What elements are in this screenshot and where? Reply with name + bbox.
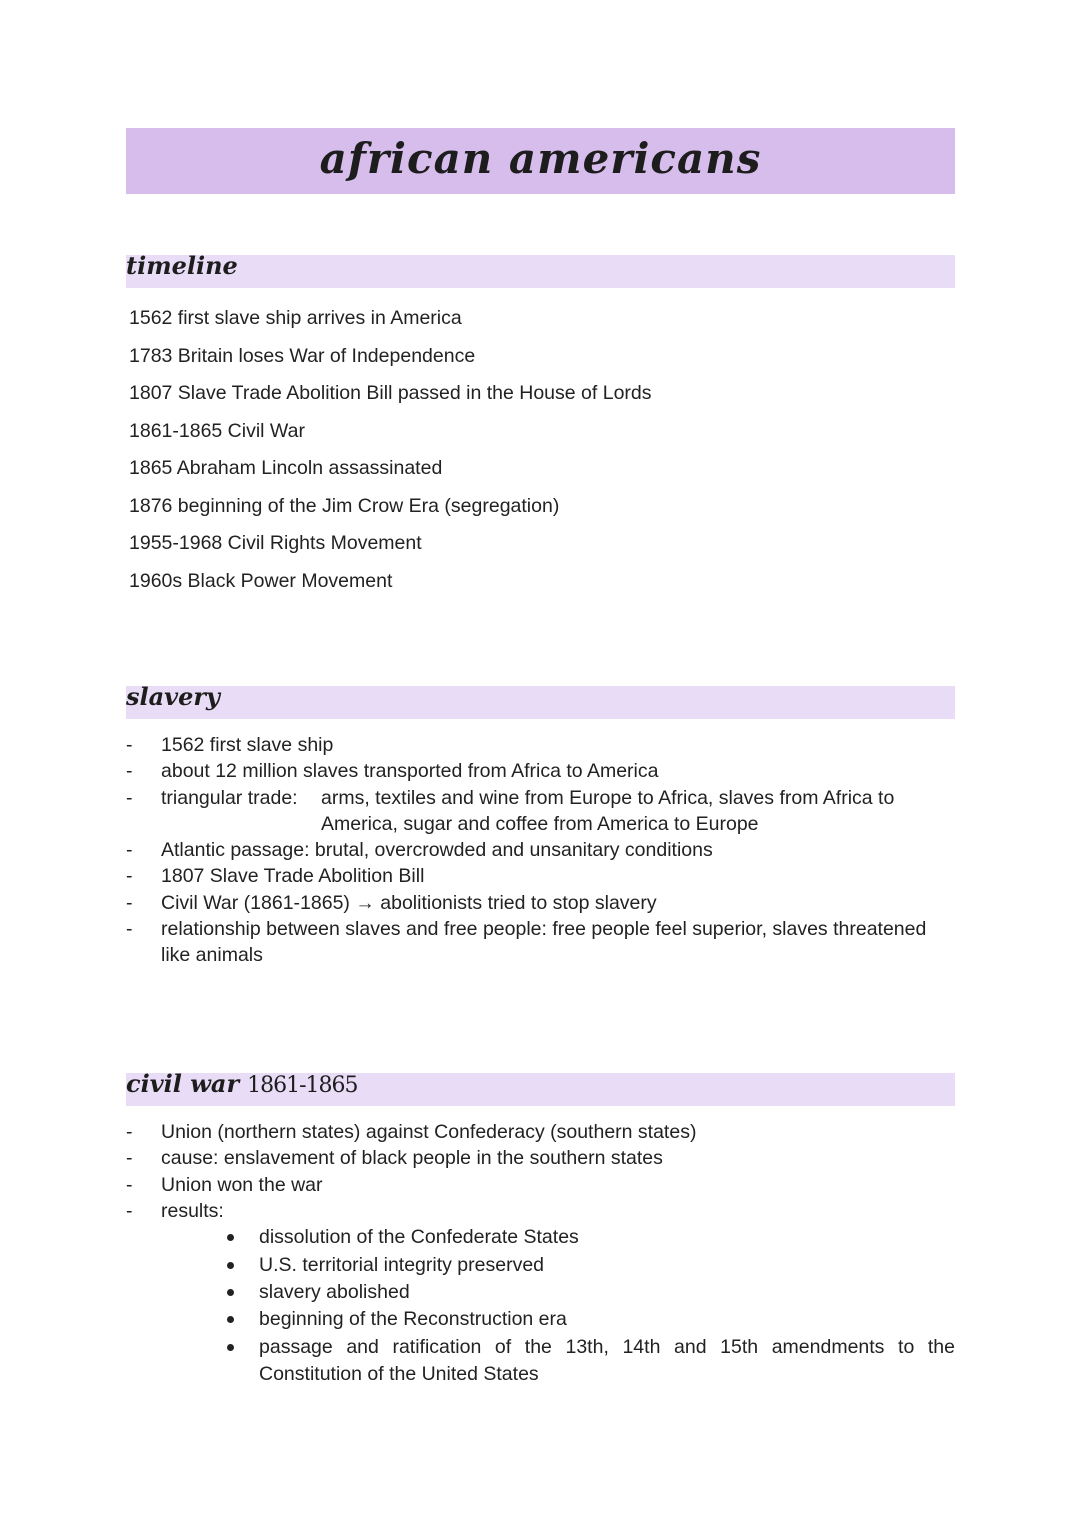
page-title: african americans — [319, 134, 762, 183]
bullet-dot — [227, 1316, 234, 1323]
bullet-dot — [227, 1344, 234, 1351]
dash-marker: - — [126, 839, 133, 862]
triangular-trade-text: arms, textiles and wine from Europe to Africa, slaves from Africa to America, sugar and coffee from America to Europe — [321, 786, 895, 835]
bullet-dot — [227, 1289, 234, 1296]
list-item — [126, 1172, 955, 1198]
civil-war-heading — [126, 1069, 358, 1098]
timeline-heading: timeline — [126, 251, 238, 280]
list-item — [126, 1198, 955, 1389]
timeline-item: 1562 first slave ship arrives in America — [129, 307, 462, 329]
dash-marker: - — [126, 918, 133, 941]
civil-war-heading-dates: 1861-1865 — [247, 1073, 358, 1098]
dash-marker: - — [126, 734, 133, 756]
slavery-first-ship: 1562 first slave ship — [161, 734, 334, 756]
timeline-list — [129, 300, 652, 600]
list-item — [126, 732, 955, 758]
slavery-civil-war: Civil War (1861-1865) → abolitionists tried to stop slavery — [161, 891, 657, 914]
civil-war-cause: cause: enslavement of black people in the southern states — [161, 1147, 663, 1170]
dash-marker: - — [126, 760, 133, 783]
list-item — [126, 837, 955, 863]
results-list — [161, 1224, 955, 1388]
list-item — [126, 863, 955, 889]
civil-war-union-won: Union won the war — [161, 1173, 323, 1196]
slavery-heading: slavery — [126, 682, 220, 711]
list-item — [126, 916, 955, 969]
list-item — [126, 758, 955, 784]
bullet-dot — [227, 1234, 234, 1241]
dash-marker: - — [126, 1173, 133, 1196]
result-item — [259, 1252, 955, 1279]
slavery-list — [126, 732, 955, 969]
result-item — [259, 1334, 955, 1389]
result-item — [259, 1279, 955, 1306]
dash-marker: - — [126, 865, 133, 888]
timeline-item: 1865 Abraham Lincoln assassinated — [129, 457, 443, 479]
timeline-item: 1807 Slave Trade Abolition Bill passed in the House of Lords — [129, 382, 652, 404]
slavery-twelve-million: about 12 million slaves transported from Africa to America — [161, 760, 659, 783]
list-item — [126, 1119, 955, 1145]
result-item — [259, 1306, 955, 1333]
list-item — [126, 890, 955, 916]
slavery-relationship: relationship between slaves and free people: free people feel superior, slaves threatened like animals — [161, 918, 927, 967]
timeline-header — [126, 251, 955, 288]
result-text: beginning of the Reconstruction era — [259, 1308, 567, 1331]
civil-war-results-label: results: — [161, 1199, 224, 1222]
timeline-item: 1783 Britain loses War of Independence — [129, 344, 476, 367]
result-text: slavery abolished — [259, 1281, 410, 1303]
slavery-header — [126, 682, 955, 719]
civil-war-header — [126, 1069, 955, 1106]
slavery-atlantic-passage: Atlantic passage: brutal, overcrowded and unsanitary conditions — [161, 839, 713, 862]
civil-war-union-vs: Union (northern states) against Confederacy (southern states) — [161, 1121, 697, 1143]
bullet-dot — [227, 1262, 234, 1269]
dash-marker: - — [126, 1199, 133, 1222]
civil-war-heading-text: civil war — [126, 1069, 240, 1098]
result-text: dissolution of the Confederate States — [259, 1226, 579, 1249]
result-text: U.S. territorial integrity preserved — [259, 1253, 545, 1276]
list-item — [126, 1145, 955, 1171]
timeline-item: 1960s Black Power Movement — [129, 569, 393, 592]
slavery-abolition-bill: 1807 Slave Trade Abolition Bill — [161, 865, 425, 888]
dash-marker: - — [126, 786, 133, 809]
list-item — [126, 785, 955, 838]
dash-marker: - — [126, 1121, 133, 1143]
triangular-trade-label: triangular trade: — [161, 786, 298, 809]
dash-marker: - — [126, 891, 133, 914]
title-banner — [126, 128, 955, 194]
timeline-item: 1861-1865 Civil War — [129, 419, 305, 442]
civil-war-list — [126, 1119, 955, 1389]
result-item — [259, 1224, 955, 1251]
dash-marker: - — [126, 1147, 133, 1170]
timeline-item: 1955-1968 Civil Rights Movement — [129, 532, 422, 554]
timeline-item: 1876 beginning of the Jim Crow Era (segregation) — [129, 494, 560, 517]
result-text: passage and ratification of the 13th, 14th and 15th amendments to the Constitution of the United States — [259, 1335, 955, 1386]
